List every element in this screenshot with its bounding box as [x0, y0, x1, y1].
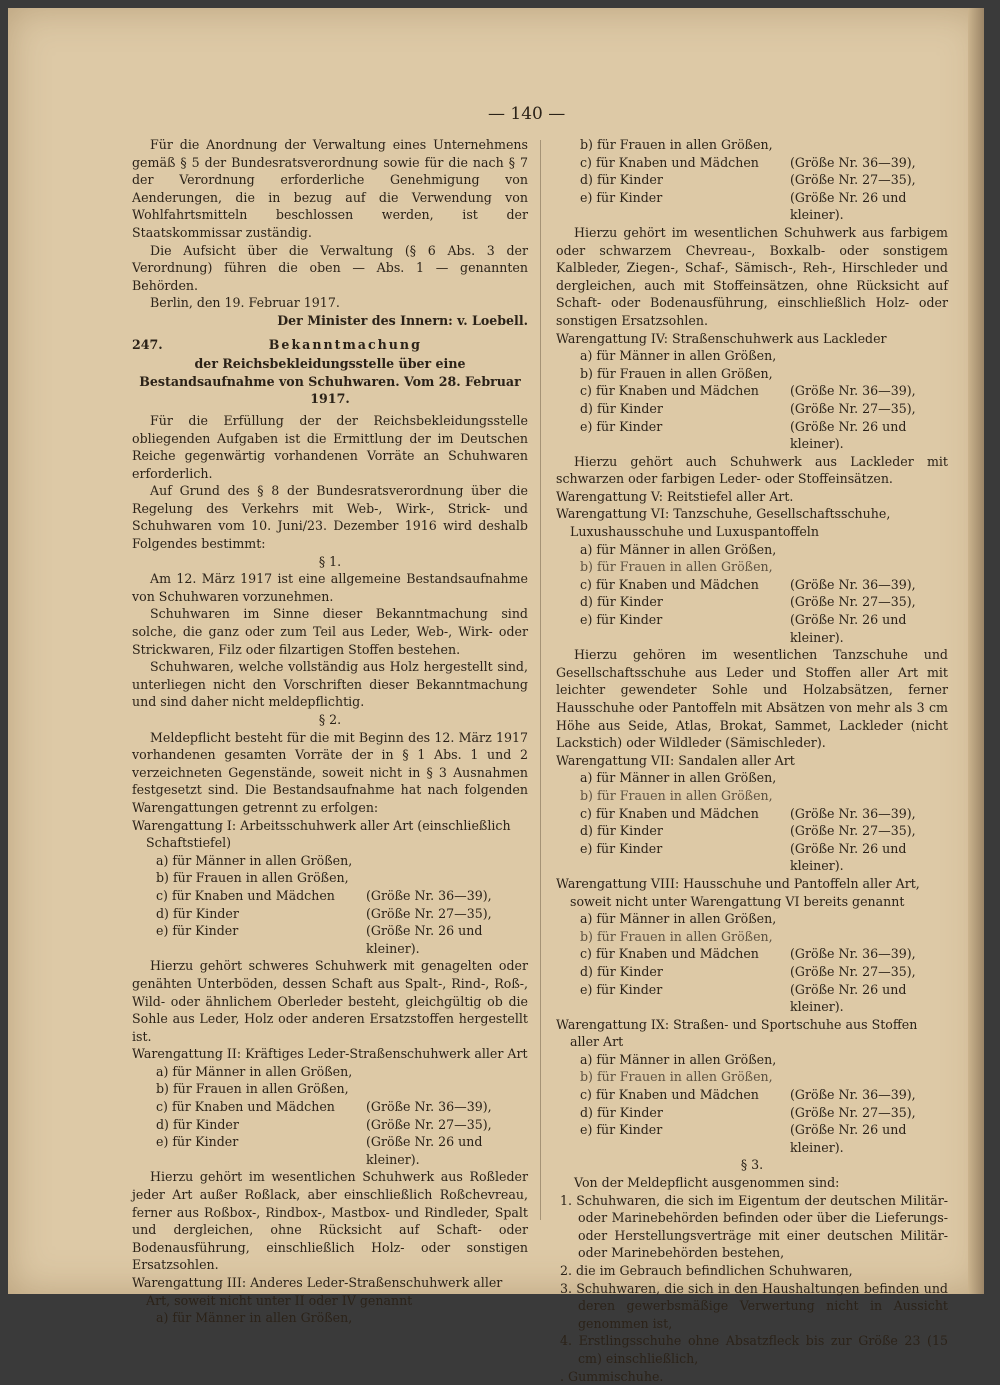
section-3-intro: Von der Meldepflicht ausgenommen sind: [574, 1175, 840, 1191]
paragraph-purpose: Für die Erfüllung der der Reichsbekleidungsstelle obliegenden Aufgaben ist die Ermittlung der im Deutschen Reiche gegenwärtig vorhandenen Vorräte an Schuhwaren erforderlich. [132, 412, 528, 481]
intro-paragraph: Für die Anordnung der Verwaltung eines Unternehmens gemäß § 5 der Bundesratsverordnung sowie für die nach § 7 der Verordnung erforderliche Genehmigung von Aenderungen, die in bezug auf die Verwendung von Wohlfahrtsmitteln beschlossen werden, ist der Staatskommissar zuständig. [132, 137, 528, 240]
exemption-item: 1. Schuhwaren, die sich im Eigentum der deutschen Militär- oder Marinebehörden befinden oder über die Lieferungs- oder Herstellungsverträge mit einer deutschen Militär- oder Marinebehörden bestehen, [560, 1192, 948, 1261]
category-8-item: d) für Kinder (Größe Nr. 27—35), [580, 963, 916, 979]
category-2-item: e) für Kinder (Größe Nr. 26 und kleiner). [156, 1134, 483, 1167]
category-9-item: c) für Knaben und Mädchen (Größe Nr. 36—39), [580, 1087, 916, 1103]
announcement-heading [132, 336, 528, 354]
category-3-item: d) für Kinder (Größe Nr. 27—35), [580, 172, 916, 188]
paragraph-legal-basis: Auf Grund des § 8 der Bundesratsverordnung über die Regelung des Verkehrs mit Web-, Wirk-, Strick- und Schuhwaren vom 10. Juni/23. Dezember 1916 wird deshalb Folgendes bestimmt: [132, 483, 528, 552]
category-8-heading: Warengattung VIII: Hausschuhe und Pantoffeln aller Art, soweit nicht unter Warengattung VI bereits genannt [556, 875, 920, 909]
category-6-heading: Warengattung VI: Tanzschuhe, Gesellschaftsschuhe, Luxushausschuhe und Luxuspantoffeln [556, 506, 891, 540]
category-7-item: a) für Männer in allen Größen, [580, 770, 777, 786]
category-3-list-continued [556, 136, 948, 224]
category-2-item: c) für Knaben und Mädchen (Größe Nr. 36—39), [156, 1099, 492, 1115]
category-1-list [132, 852, 528, 958]
place-date: Berlin, den 19. Februar 1917. [150, 295, 340, 311]
left-column [132, 136, 528, 1327]
page-edge [968, 8, 984, 1294]
category-9-item: d) für Kinder (Größe Nr. 27—35), [580, 1104, 916, 1120]
section-2-title: § 2. [318, 712, 342, 727]
category-1-item: c) für Knaben und Mädchen (Größe Nr. 36—39), [156, 887, 492, 903]
category-9-item: a) für Männer in allen Größen, [580, 1051, 777, 1067]
category-1-item: d) für Kinder (Größe Nr. 27—35), [156, 905, 492, 921]
exemptions-list [556, 1192, 948, 1385]
category-1-item: b) für Frauen in allen Größen, [156, 870, 349, 886]
category-4-item: e) für Kinder (Größe Nr. 26 und kleiner). [580, 418, 907, 452]
category-5-heading: Warengattung V: Reitstiefel aller Art. [556, 488, 794, 504]
announcement-subtitle: der Reichsbekleidungsstelle über eine Bestandsaufnahme von Schuhwaren. Vom 28. Februar 1917. [139, 356, 521, 407]
category-6-item: c) für Knaben und Mädchen (Größe Nr. 36—39), [580, 576, 916, 592]
category-4-heading: Warengattung IV: Straßenschuhwerk aus Lackleder [556, 330, 887, 346]
category-8-item: c) für Knaben und Mädchen (Größe Nr. 36—39), [580, 946, 916, 962]
category-7-item: e) für Kinder (Größe Nr. 26 und kleiner). [580, 840, 907, 874]
category-4-note: Hierzu gehört auch Schuhwerk aus Lackleder mit schwarzen oder farbigen Leder- oder Stoffeinsätzen. [556, 453, 948, 487]
category-8-item: b) für Frauen in allen Größen, [580, 928, 773, 944]
category-8-list [556, 910, 948, 1016]
category-3-item: e) für Kinder (Größe Nr. 26 und kleiner). [580, 189, 907, 223]
category-7-item: c) für Knaben und Mädchen (Größe Nr. 36—39), [580, 805, 916, 821]
category-4-list [556, 347, 948, 453]
category-9-heading: Warengattung IX: Straßen- und Sportschuhe aus Stoffen aller Art [556, 1016, 918, 1050]
category-9-item: e) für Kinder (Größe Nr. 26 und kleiner). [580, 1122, 907, 1155]
category-3-item: c) für Knaben und Mädchen (Größe Nr. 36—39), [580, 154, 916, 170]
category-1-item: a) für Männer in allen Größen, [156, 852, 353, 868]
category-6-item: e) für Kinder (Größe Nr. 26 und kleiner). [580, 612, 907, 645]
category-1-note: Hierzu gehört schweres Schuhwerk mit genagelten oder genähten Unterböden, dessen Schaft aus Spalt-, Rind-, Roß-, Wild- oder ähnlichem Oberleder besteht, gleichgültig ob die Sohle aus Leder, Holz oder anderen Ersatzstoffen hergestellt ist. [132, 958, 528, 1044]
category-2-item: a) für Männer in allen Größen, [156, 1063, 353, 1079]
section-1-title: § 1. [318, 553, 342, 569]
category-6-item: a) für Männer in allen Größen, [580, 541, 777, 557]
category-2-heading: Warengattung II: Kräftiges Leder-Straßenschuhwerk aller Art [132, 1046, 528, 1062]
category-9-list [556, 1051, 948, 1157]
section-2-paragraph: Meldepflicht besteht für die mit Beginn des 12. März 1917 vorhandenen gesamten Vorräte der in § 1 Abs. 1 und 2 verzeichneten Gegenstände, soweit nicht in § 3 Ausnahmen festgesetzt sind. Die Bestandsaufnahme hat nach folgenden Warengattungen getrennt zu erfolgen: [132, 729, 528, 815]
right-column [556, 136, 948, 1385]
category-6-list [556, 541, 948, 647]
category-7-heading: Warengattung VII: Sandalen aller Art [556, 752, 795, 768]
section-3-title: § 3. [740, 1157, 764, 1173]
category-3-note: Hierzu gehört im wesentlichen Schuhwerk aus farbigem oder schwarzem Chevreau-, Boxkalb- oder sonstigem Kalbleder, Ziegen-, Schaf-, Sämisch-, Reh-, Hirschleder und dergleichen, auch mit Stoffeinsätzen, ohne Rücksicht auf Schaft- oder Bodenausführung, einschließlich Holz- oder sonstigen Ersatzsohlen. [556, 224, 948, 328]
category-3-item: b) für Frauen in allen Größen, [580, 137, 773, 152]
category-6-note: Hierzu gehören im wesentlichen Tanzschuhe und Gesellschaftsschuhe aus Leder und Stoffen aller Art mit leichter gewendeter Sohle und Holzabsätzen, ferner Hausschuhe oder Pantoffeln mit Absätzen von mehr als 3 cm Höhe aus Seide, Atlas, Brokat, Sammet, Lackleder (nicht Lackstich) oder Wildleder (Sämischleder). [556, 647, 948, 751]
category-4-item: b) für Frauen in allen Größen, [580, 365, 773, 381]
category-4-item: d) für Kinder (Größe Nr. 27—35), [580, 400, 916, 416]
document-page [8, 8, 984, 1384]
section-1-paragraph-2: Schuhwaren im Sinne dieser Bekanntmachung sind solche, die ganz oder zum Teil aus Leder, Web-, Wirk- oder Strickwaren, Filz oder filzartigen Stoffen bestehen. [132, 606, 528, 657]
exemption-item: 3. Schuhwaren, die sich in den Haushaltungen befinden und deren gewerbsmäßige Verwertung nicht in Aussicht genommen ist, [560, 1280, 948, 1331]
exemption-item: 4. Erstlingsschuhe ohne Absatzfleck bis zur Größe 23 (15 cm) einschließlich, [560, 1333, 948, 1366]
category-9-item: b) für Frauen in allen Größen, [580, 1069, 773, 1085]
category-1-heading: Warengattung I: Arbeitsschuhwerk aller Art (einschließlich Schaftstiefel) [132, 817, 511, 851]
category-7-list [556, 769, 948, 875]
category-1-item: e) für Kinder (Größe Nr. 26 und kleiner). [156, 923, 483, 956]
exemption-item: 2. die im Gebrauch befindlichen Schuhwaren, [560, 1263, 853, 1278]
category-8-item: a) für Männer in allen Größen, [580, 911, 777, 927]
category-3-heading: Warengattung III: Anderes Leder-Straßenschuhwerk aller Art, soweit nicht unter II oder IV genannt [132, 1275, 503, 1308]
category-6-item: b) für Frauen in allen Größen, [580, 559, 773, 575]
column-divider [540, 140, 541, 1220]
category-2-note: Hierzu gehört im wesentlichen Schuhwerk aus Roßleder jeder Art außer Roßlack, aber einschließlich Roßchevreau, ferner aus Roßbox-, Rindbox-, Mastbox- und Rindleder, Spalt und dergleichen, ohne Rücksicht auf Schaft- oder Bodenausführung, einschließlich Holz- oder sonstigen Ersatzsohlen. [132, 1169, 528, 1273]
category-2-item: d) für Kinder (Größe Nr. 27—35), [156, 1116, 492, 1132]
category-8-item: e) für Kinder (Größe Nr. 26 und kleiner). [580, 981, 907, 1015]
announcement-number: 247. [132, 336, 163, 352]
category-7-item: b) für Frauen in allen Größen, [580, 787, 773, 803]
category-2-item: b) für Frauen in allen Größen, [156, 1081, 349, 1097]
category-3-item: a) für Männer in allen Größen, [156, 1310, 353, 1326]
exemption-item: . Gummischuhe. [560, 1368, 664, 1384]
category-6-item: d) für Kinder (Größe Nr. 27—35), [580, 594, 916, 610]
section-1-paragraph-1: Am 12. März 1917 ist eine allgemeine Bestandsaufnahme von Schuhwaren vorzunehmen. [132, 571, 528, 604]
announcement-title: Bekanntmachung [268, 336, 422, 352]
page-number: — 140 — [488, 104, 566, 124]
signature: Der Minister des Innern: v. Loebell. [277, 312, 528, 328]
category-2-list [132, 1063, 528, 1169]
section-1-paragraph-3: Schuhwaren, welche vollständig aus Holz hergestellt sind, unterliegen nicht den Vorschriften dieser Bekanntmachung und sind daher nicht meldepflichtig. [132, 659, 528, 710]
supervision-paragraph: Die Aufsicht über die Verwaltung (§ 6 Abs. 3 der Verordnung) führen die oben — Abs. 1 — genannten Behörden. [132, 242, 528, 293]
category-4-item: c) für Knaben und Mädchen (Größe Nr. 36—39), [580, 383, 916, 399]
category-4-item: a) für Männer in allen Größen, [580, 348, 777, 364]
category-7-item: d) für Kinder (Größe Nr. 27—35), [580, 823, 916, 839]
